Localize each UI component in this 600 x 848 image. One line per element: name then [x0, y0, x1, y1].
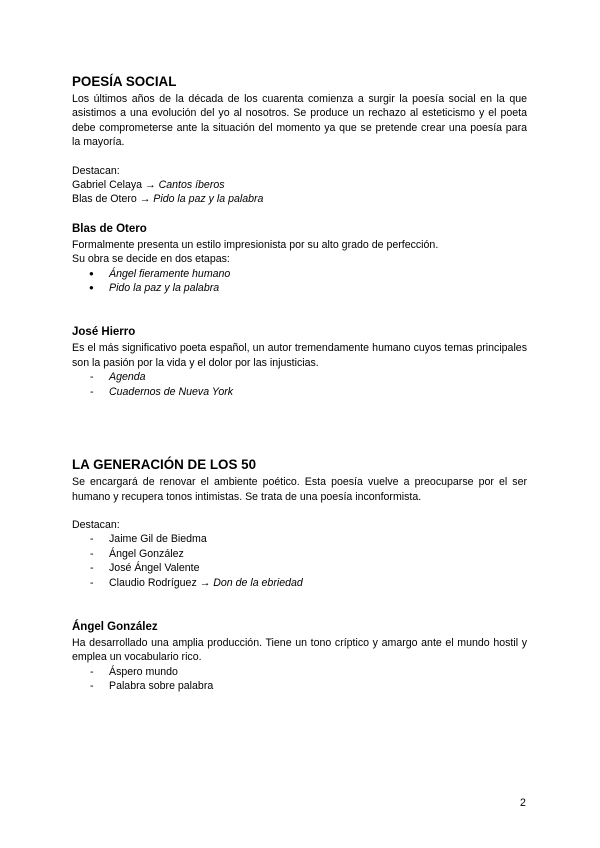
- list-item: [72, 576, 527, 590]
- section-title-generacion-50: LA GENERACIÓN DE LOS 50: [72, 457, 257, 473]
- author-line: [72, 192, 527, 206]
- work-title: Cuadernos de Nueva York: [109, 385, 234, 398]
- blas-works-list: [72, 267, 527, 296]
- dash-icon: -: [90, 547, 94, 560]
- section-title-blas-de-otero: Blas de Otero: [72, 222, 147, 235]
- work-title: Áspero mundo: [109, 665, 178, 678]
- list-item: [72, 385, 527, 399]
- author-name: José Ángel Valente: [109, 562, 200, 575]
- section-title-angel-gonzalez: Ángel González: [72, 620, 158, 633]
- work-title: Cantos íberos: [158, 179, 225, 192]
- work-title: Pido la paz y la palabra: [109, 282, 220, 295]
- page-content: [72, 74, 527, 694]
- list-item: [72, 679, 527, 693]
- dash-icon: -: [90, 665, 94, 678]
- list-item: [72, 267, 527, 281]
- dash-icon: -: [90, 562, 94, 575]
- generacion-50-paragraph: Se encargará de renovar el ambiente poético. Esta poesía vuelve a preocuparse por el ser humano y recupera tonos intimistas. Se trata de una poesía inconformista.: [72, 476, 527, 503]
- arrow-icon: →: [199, 576, 211, 589]
- author-line: [72, 178, 527, 192]
- list-item: [72, 561, 527, 575]
- bullet-icon: ●: [89, 283, 94, 293]
- list-item: [72, 370, 527, 384]
- dash-icon: -: [90, 385, 94, 398]
- bullet-icon: ●: [89, 268, 94, 278]
- work-title: Ángel fieramente humano: [109, 267, 231, 280]
- list-item: [72, 665, 527, 679]
- poesia-social-paragraph: Los últimos años de la década de los cuarenta comienza a surgir la poesía social en la que asistimos a una evolución del yo al nosotros. Se produce un rechazo al esteticismo y el poeta debe comprometerse ante la situación del momento ya que se pretende crear una poesía para la mayoría.: [72, 93, 527, 149]
- work-title: Agenda: [109, 371, 146, 384]
- work-title: Palabra sobre palabra: [109, 680, 214, 693]
- destacan-label: Destacan:: [72, 518, 120, 531]
- generacion-50-authors-list: [72, 532, 527, 590]
- blas-line-1: Formalmente presenta un estilo impresionista por su alto grado de perfección.: [72, 238, 439, 251]
- work-title: Pido la paz y la palabra: [153, 193, 264, 206]
- author-name: Ángel González: [109, 547, 184, 560]
- arrow-icon: →: [139, 193, 151, 206]
- dash-icon: -: [90, 576, 94, 589]
- author-name: Jaime Gil de Biedma: [109, 533, 207, 546]
- jose-hierro-paragraph: Es el más significativo poeta español, un autor tremendamente humano cuyos temas principales son la pasión por la vida y el dolor por las injusticias.: [72, 342, 527, 369]
- dash-icon: -: [90, 533, 94, 546]
- list-item: [72, 547, 527, 561]
- dash-icon: -: [90, 371, 94, 384]
- page-number: 2: [520, 797, 526, 809]
- author-name: Gabriel Celaya: [72, 179, 143, 192]
- arrow-icon: →: [145, 179, 156, 192]
- work-title: Don de la ebriedad: [213, 576, 303, 589]
- angel-gonzalez-works-list: [72, 665, 527, 694]
- dash-icon: -: [90, 680, 94, 693]
- author-name: Blas de Otero: [72, 193, 137, 206]
- section-title-jose-hierro: José Hierro: [72, 326, 136, 339]
- angel-gonzalez-paragraph: Ha desarrollado una amplia producción. Tiene un tono críptico y amargo ante el mundo hostil y emplea un vocabulario rico.: [72, 636, 527, 664]
- jose-hierro-works-list: [72, 370, 527, 399]
- author-name: Claudio Rodríguez: [109, 576, 197, 589]
- list-item: [72, 532, 527, 546]
- list-item: [72, 281, 527, 295]
- destacan-label: Destacan:: [72, 164, 120, 177]
- blas-line-2: Su obra se decide en dos etapas:: [72, 253, 230, 266]
- section-title-poesia-social: POESÍA SOCIAL: [72, 74, 177, 89]
